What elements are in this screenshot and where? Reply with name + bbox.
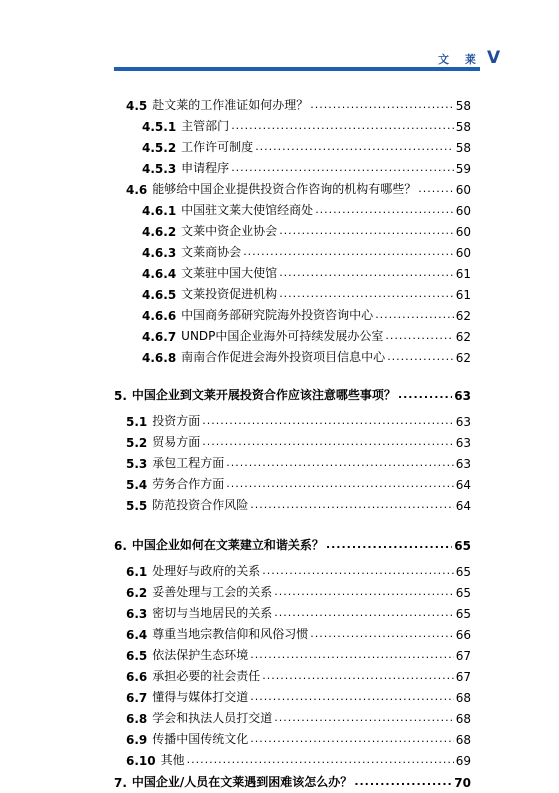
header-rule [114,67,480,71]
toc-entry[interactable]: 4.6.6 中国商务部研究院海外投资咨询中心 ..... 62 [142,305,471,323]
toc-entry[interactable]: 4.6.1 中国驻文莱大使馆经商处 ..... 60 [142,200,471,218]
toc-entry[interactable]: 4.6.5 文莱投资促进机构 ..... 61 [142,284,471,302]
toc-chapter-entry[interactable]: 7. 中国企业/人员在文莱遇到困难该怎么办？ ..... 70 [114,772,471,790]
toc-entry[interactable]: 4.6.8 南南合作促进会海外投资项目信息中心 ..... 62 [142,347,471,365]
toc-entry[interactable]: 6.5 依法保护生态环境 ..... 67 [126,645,471,663]
toc-entry[interactable]: 6.1 处理好与政府的关系 ..... 65 [126,561,471,579]
running-header-title: 文 莱 [438,53,482,66]
toc-entry[interactable]: 5.3 承包工程方面 ..... 63 [126,453,471,471]
toc-entry[interactable]: 5.5 防范投资合作风险 ..... 64 [126,495,471,513]
toc-entry[interactable]: 4.6.4 文莱驻中国大使馆 ..... 61 [142,263,471,281]
toc-entry[interactable]: 4.5.1 主管部门 ..... 58 [142,116,471,134]
toc-entry[interactable]: 4.5.3 申请程序 ..... 59 [142,158,471,176]
toc-entry[interactable]: 6.4 尊重当地宗教信仰和风俗习惯 ..... 66 [126,624,471,642]
toc-chapter-entry[interactable]: 5. 中国企业到文莱开展投资合作应该注意哪些事项？ ..... 63 [114,385,471,403]
toc-entry[interactable]: 4.5 赴文莱的工作准证如何办理？ ..... 58 [126,95,471,113]
toc-entry[interactable]: 6.6 承担必要的社会责任 ..... 67 [126,666,471,684]
toc-entry[interactable]: 6.7 懂得与媒体打交道 ..... 68 [126,687,471,705]
toc-entry[interactable]: 6.2 妥善处理与工会的关系 ..... 65 [126,582,471,600]
toc-entry[interactable]: 6.8 学会和执法人员打交道 ..... 68 [126,708,471,726]
toc-chapter-entry[interactable]: 6. 中国企业如何在文莱建立和谐关系？ ..... 65 [114,535,471,553]
toc-entry[interactable]: 4.6.7 UNDP中国企业海外可持续发展办公室 ..... 62 [142,326,471,344]
toc-entry[interactable]: 4.6.3 文莱商协会 ..... 60 [142,242,471,260]
toc-entry[interactable]: 4.6.2 文莱中资企业协会 ..... 60 [142,221,471,239]
toc-entry[interactable]: 6.10 其他 ..... 69 [126,750,471,768]
toc-entry[interactable]: 6.3 密切与当地居民的关系 ..... 65 [126,603,471,621]
toc-entry[interactable]: 5.4 劳务合作方面 ..... 64 [126,474,471,492]
toc-entry[interactable]: 5.1 投资方面 ..... 63 [126,411,471,429]
section-letter: V [487,48,501,68]
toc-entry[interactable]: 5.2 贸易方面 ..... 63 [126,432,471,450]
toc-entry[interactable]: 6.9 传播中国传统文化 ..... 68 [126,729,471,747]
toc-entry[interactable]: 4.6 能够给中国企业提供投资合作咨询的机构有哪些？ ..... 60 [126,179,471,197]
toc-entry[interactable]: 4.5.2 工作许可制度 ..... 58 [142,137,471,155]
